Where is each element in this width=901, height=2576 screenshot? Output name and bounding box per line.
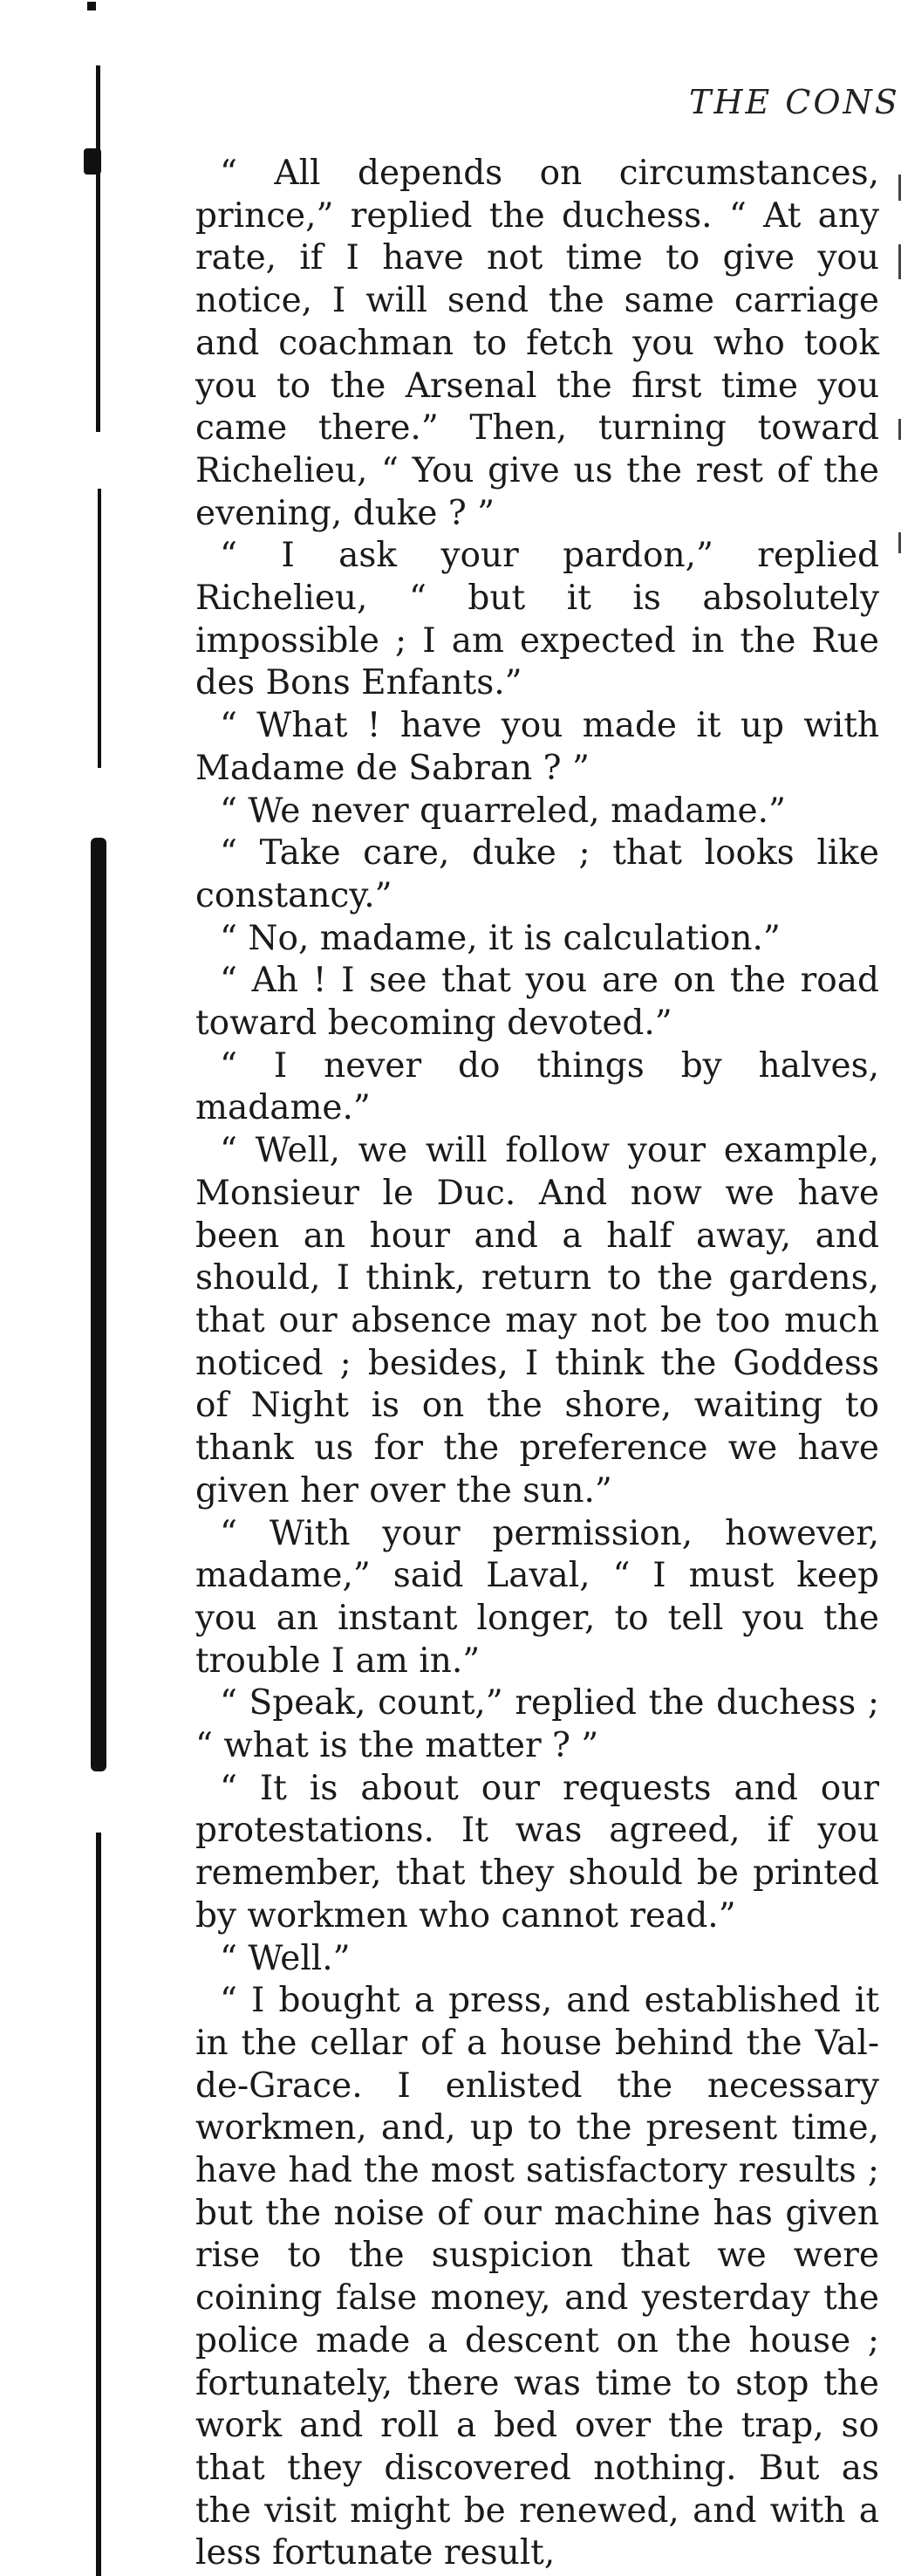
paragraph: “ What ! have you made it up with Madame de Sabran ? ” (195, 706, 879, 788)
paragraph: “ Take care, duke ; that looks like constancy.” (195, 833, 879, 915)
paragraph: “ We never quarreled, madame.” (220, 791, 786, 831)
body-text (195, 153, 879, 2575)
binding-shadow-thick (91, 838, 106, 1771)
paragraph: “ I never do things by halves, madame.” (195, 1045, 879, 1128)
paragraph: “ Speak, count,” replied the duchess ; “ what is the matter ? ” (195, 1683, 879, 1766)
paragraph: “ It is about our requests and our protestations. It was agreed, if you remember, that they should be printed by workmen who cannot read.” (195, 1768, 879, 1935)
running-head: THE CONS (689, 83, 900, 121)
paragraph: “ All depends on circumstances, prince,” replied the duchess. “ At any rate, if I have not time to give you notice, I will send the same carriage and coachman to fetch you who took you to the Arsenal the first time you came there.” Then, turning toward Richelieu, “ You give us the rest of the evening, duke ? ” (195, 154, 879, 533)
paragraph: “ With your permission, however, madame,” said Laval, “ I must keep you an instant longer, to tell you the trouble I am in.” (195, 1513, 879, 1681)
binding-shadow-top (96, 65, 100, 432)
paragraph: “ I ask your pardon,” replied Richelieu, “ but it is absolutely impossible ; I am expected in the Rue des Bons Enfants.” (195, 536, 879, 703)
binding-shadow-mid (98, 489, 101, 768)
paragraph: “ I bought a press, and established it in the cellar of a house behind the Val-de-Grace. I enlisted the necessary workmen, and, up to the present time, have had the most satisfactory results ; but the noise of our machine has given rise to the suspicion that we were coining false money, and yesterday the police made a descent on the house ; fortunately, there was time to stop the work and roll a bed over the trap, so that they discovered nothing. But as the visit might be renewed, and with a less fortunate result, (195, 1981, 879, 2573)
paragraph: “ No, madame, it is calculation.” (220, 918, 781, 958)
paragraph: “ Ah ! I see that you are on the road toward becoming devoted.” (195, 961, 879, 1044)
binding-shadow-lower (96, 1833, 101, 2576)
binding-blot (84, 148, 101, 175)
corner-speck (87, 2, 96, 10)
paragraph: “ Well, we will follow your example, Monsieur le Duc. And now we have been an hour and a half away, and should, I think, return to the gardens, that our absence may not be too much noticed ; besides, I think the Goddess of Night is on the shore, waiting to thank us for the preference we have given her over the sun.” (195, 1131, 879, 1511)
paragraph: “ Well.” (220, 1938, 351, 1978)
